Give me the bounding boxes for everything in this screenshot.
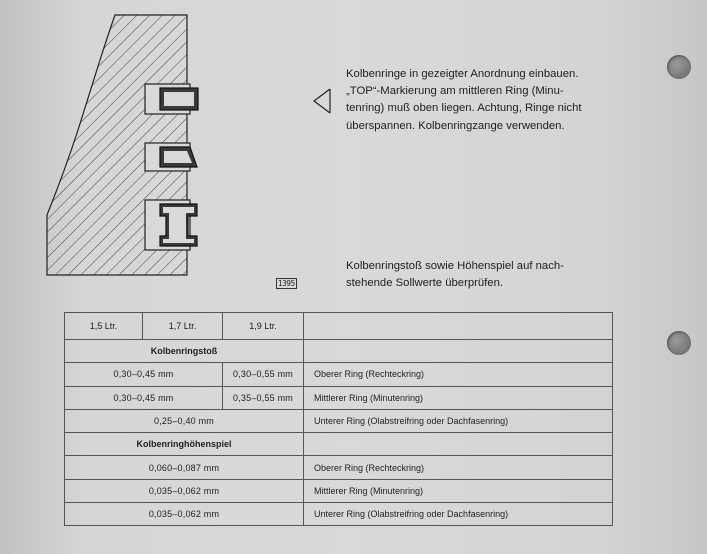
table-row: [65, 503, 613, 526]
spec-table: [64, 312, 613, 526]
arrow-pointer-icon: [312, 88, 332, 114]
ring-description: Mittlerer Ring (Minutenring): [304, 386, 613, 409]
ring-description: Unterer Ring (Olabstreifring oder Dachfasenring): [304, 503, 613, 526]
value-cell: 0,035–0,062 mm: [65, 479, 304, 502]
table-header-row: [65, 313, 613, 340]
ring-description: Unterer Ring (Olabstreifring oder Dachfasenring): [304, 409, 613, 432]
value-cell: 0,30–0,55 mm: [223, 363, 304, 386]
instruction-line: Kolbenringstoß sowie Höhenspiel auf nach-: [346, 260, 564, 272]
instruction-line: Kolbenringe in gezeigter Anordnung einbauen.: [346, 68, 579, 80]
instruction-line: stehende Sollwerte überprüfen.: [346, 277, 504, 290]
header-1-5-ltr: 1,5 Ltr.: [65, 313, 143, 340]
instruction-line: tenring) muß oben liegen. Achtung, Ringe nicht: [346, 102, 582, 115]
piston-ring-diagram: [40, 10, 210, 280]
table-row: [65, 456, 613, 479]
ring-description: Mittlerer Ring (Minutenring): [304, 479, 613, 502]
value-cell: 0,060–0,087 mm: [65, 456, 304, 479]
binder-hole-top: [667, 55, 691, 79]
value-cell: 0,035–0,062 mm: [65, 503, 304, 526]
value-cell: 0,30–0,45 mm: [65, 386, 223, 409]
check-instructions: [346, 258, 610, 292]
table-row: [65, 409, 613, 432]
table-row: [65, 479, 613, 502]
section-row: [65, 433, 613, 456]
value-cell: 0,35–0,55 mm: [223, 386, 304, 409]
ring-description: Oberer Ring (Rechteckring): [304, 456, 613, 479]
section-title: Kolbenringhöhenspiel: [65, 433, 304, 456]
ring-description: Oberer Ring (Rechteckring): [304, 363, 613, 386]
table-row: [65, 363, 613, 386]
instruction-line: überspannen. Kolbenringzange verwenden.: [346, 119, 565, 132]
section-row: [65, 340, 613, 363]
figure-number: 1395: [278, 279, 295, 288]
value-cell: 0,30–0,45 mm: [65, 363, 223, 386]
instruction-line: „TOP“-Markierung am mittleren Ring (Minu-: [346, 85, 564, 98]
header-1-7-ltr: 1,7 Ltr.: [143, 313, 223, 340]
installation-instructions: [346, 66, 618, 135]
binder-hole-bottom: [667, 331, 691, 355]
table-row: [65, 386, 613, 409]
header-1-9-ltr: 1,9 Ltr.: [223, 313, 304, 340]
value-cell: 0,25–0,40 mm: [65, 409, 304, 432]
section-title: Kolbenringstoß: [65, 340, 304, 363]
